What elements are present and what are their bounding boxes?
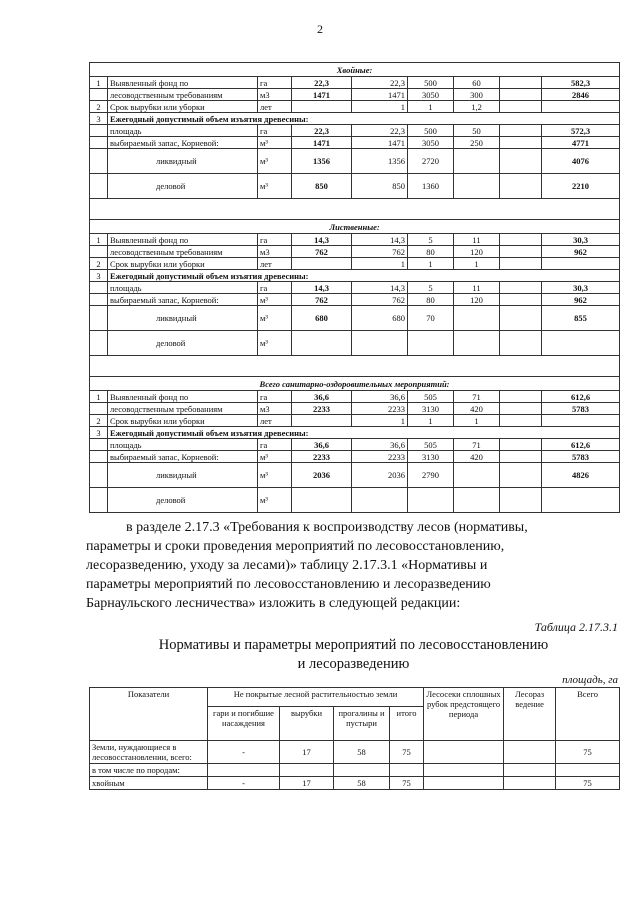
value-empty	[500, 137, 542, 149]
table-row	[90, 427, 620, 439]
value-col-b: 2036	[352, 463, 408, 488]
value-main	[292, 331, 352, 356]
value-col-d	[454, 306, 500, 331]
value-main: 2233	[292, 403, 352, 415]
row-label: выбираемый запас, Корневой:	[108, 137, 258, 149]
paragraph-line: в разделе 2.17.3 «Требования к воспроизводству лесов (нормативы,	[126, 520, 528, 535]
value-total: 4826	[542, 463, 620, 488]
value-total: 30,3	[542, 234, 620, 246]
row-label: хвойным	[90, 777, 208, 790]
table-row	[90, 403, 620, 415]
row-unit: м³	[258, 149, 292, 174]
value-col-d: 420	[454, 451, 500, 463]
row-unit: га	[258, 391, 292, 403]
row-number: 3	[90, 113, 108, 125]
cell-afforestation	[504, 764, 556, 777]
row-number	[90, 331, 108, 356]
cell-burns: -	[208, 777, 280, 790]
header-total-group: итого	[390, 707, 424, 741]
value-total	[542, 101, 620, 113]
paragraph-line: параметры и сроки проведения мероприятий по лесовосстановлению,	[86, 539, 505, 554]
value-main: 14,3	[292, 282, 352, 294]
cell-burns: -	[208, 741, 280, 764]
table-row	[90, 741, 620, 764]
paragraph-line: лесоразведению, уходу за лесами)» таблицу 2.17.3.1 «Нормативы и	[86, 558, 488, 573]
row-label: Срок вырубки или уборки	[108, 101, 258, 113]
value-col-d: 11	[454, 234, 500, 246]
value-col-b: 2233	[352, 451, 408, 463]
value-main	[292, 488, 352, 513]
value-main: 680	[292, 306, 352, 331]
value-main: 36,6	[292, 391, 352, 403]
value-col-c: 2720	[408, 149, 454, 174]
table-row	[90, 270, 620, 282]
row-unit: га	[258, 234, 292, 246]
value-col-d: 120	[454, 246, 500, 258]
table-title-line: Нормативы и параметры мероприятий по лесовосстановлению	[158, 637, 549, 653]
table-header-row	[90, 688, 620, 707]
table-title	[86, 636, 621, 674]
cell-burns	[208, 764, 280, 777]
cell-cuttings	[280, 764, 334, 777]
row-number	[90, 439, 108, 451]
value-col-d: 1,2	[454, 101, 500, 113]
row-label: выбираемый запас, Корневой:	[108, 451, 258, 463]
value-empty	[500, 488, 542, 513]
row-number	[90, 246, 108, 258]
value-col-c: 80	[408, 294, 454, 306]
row-number	[90, 463, 108, 488]
value-empty	[500, 174, 542, 199]
cell-clearcuts	[424, 777, 504, 790]
value-col-c: 3130	[408, 403, 454, 415]
cell-afforestation	[504, 741, 556, 764]
row-number	[90, 306, 108, 331]
row-label: Срок вырубки или уборки	[108, 415, 258, 427]
value-total: 582,3	[542, 77, 620, 89]
value-empty	[500, 149, 542, 174]
value-col-b: 1	[352, 415, 408, 427]
table-row	[90, 488, 620, 513]
value-col-c: 1	[408, 415, 454, 427]
value-main: 1471	[292, 89, 352, 101]
header-cuttings: вырубки	[280, 707, 334, 741]
value-col-c: 500	[408, 125, 454, 137]
value-col-d: 300	[454, 89, 500, 101]
row-unit: га	[258, 282, 292, 294]
row-number: 3	[90, 427, 108, 439]
table-row	[90, 764, 620, 777]
value-col-d: 420	[454, 403, 500, 415]
cell-total-group: 75	[390, 741, 424, 764]
value-total: 855	[542, 306, 620, 331]
value-main: 2233	[292, 451, 352, 463]
header-indicators: Показатели	[90, 688, 208, 741]
value-col-b	[352, 331, 408, 356]
value-col-c: 80	[408, 246, 454, 258]
value-col-d: 11	[454, 282, 500, 294]
value-empty	[500, 77, 542, 89]
value-col-b: 850	[352, 174, 408, 199]
section-header-row	[90, 220, 620, 234]
row-unit: га	[258, 439, 292, 451]
row-unit: м³	[258, 463, 292, 488]
value-col-b: 1	[352, 101, 408, 113]
row-unit: м3	[258, 403, 292, 415]
value-col-d: 50	[454, 125, 500, 137]
value-col-b: 22,3	[352, 125, 408, 137]
value-col-b: 36,6	[352, 439, 408, 451]
value-col-c: 505	[408, 391, 454, 403]
row-label: Ежегодный допустимый объем изъятия древесины:	[108, 113, 620, 125]
value-col-c: 505	[408, 439, 454, 451]
cell-clearcuts	[424, 741, 504, 764]
row-label: Выявленный фонд по	[108, 391, 258, 403]
header-burns: гари и погибшие насаждения	[208, 707, 280, 741]
row-label: деловой	[108, 174, 258, 199]
value-total	[542, 488, 620, 513]
value-total: 2210	[542, 174, 620, 199]
row-unit: га	[258, 125, 292, 137]
row-number: 2	[90, 101, 108, 113]
value-main: 22,3	[292, 125, 352, 137]
value-col-b: 762	[352, 246, 408, 258]
value-empty	[500, 101, 542, 113]
value-col-c: 5	[408, 282, 454, 294]
value-empty	[500, 258, 542, 270]
units-label: площадь, га	[562, 674, 618, 686]
value-total: 4771	[542, 137, 620, 149]
value-empty	[500, 415, 542, 427]
value-col-c	[408, 488, 454, 513]
value-total: 962	[542, 294, 620, 306]
row-label: ликвидный	[108, 306, 258, 331]
value-empty	[500, 451, 542, 463]
row-label: деловой	[108, 331, 258, 356]
value-main	[292, 101, 352, 113]
header-total: Всего	[556, 688, 620, 741]
value-col-b: 22,3	[352, 77, 408, 89]
row-unit: м³	[258, 174, 292, 199]
row-number	[90, 488, 108, 513]
row-label: лесоводственным требованиям	[108, 89, 258, 101]
cell-total: 75	[556, 741, 620, 764]
row-unit: м³	[258, 331, 292, 356]
value-main: 1356	[292, 149, 352, 174]
row-unit: лет	[258, 101, 292, 113]
cell-glades: 58	[334, 741, 390, 764]
row-unit: лет	[258, 258, 292, 270]
table-row	[90, 451, 620, 463]
value-empty	[500, 125, 542, 137]
value-total	[542, 415, 620, 427]
row-number: 2	[90, 415, 108, 427]
spacer-cell	[90, 199, 620, 220]
row-label: Ежегодный допустимый объем изъятия древесины:	[108, 270, 620, 282]
value-main: 762	[292, 294, 352, 306]
row-number	[90, 174, 108, 199]
row-number	[90, 282, 108, 294]
section-header-row	[90, 63, 620, 77]
row-unit: м3	[258, 246, 292, 258]
table-row	[90, 439, 620, 451]
row-number: 2	[90, 258, 108, 270]
row-number	[90, 125, 108, 137]
row-label: лесоводственным требованиям	[108, 246, 258, 258]
cell-cuttings: 17	[280, 741, 334, 764]
row-unit: м³	[258, 294, 292, 306]
row-number	[90, 137, 108, 149]
value-col-b: 14,3	[352, 282, 408, 294]
row-label: Срок вырубки или уборки	[108, 258, 258, 270]
value-col-c: 3050	[408, 89, 454, 101]
row-unit: м3	[258, 89, 292, 101]
value-col-c: 1	[408, 258, 454, 270]
value-total: 2846	[542, 89, 620, 101]
cell-total: 75	[556, 777, 620, 790]
value-col-c: 3130	[408, 451, 454, 463]
row-label: в том числе по породам:	[90, 764, 208, 777]
value-col-b: 1356	[352, 149, 408, 174]
table-row	[90, 77, 620, 89]
value-empty	[500, 234, 542, 246]
value-empty	[500, 331, 542, 356]
table-row	[90, 391, 620, 403]
table-row	[90, 149, 620, 174]
value-total: 30,3	[542, 282, 620, 294]
paragraph-line: параметры мероприятий по лесовосстановлению и лесоразведению	[86, 577, 491, 592]
value-empty	[500, 89, 542, 101]
cell-glades	[334, 764, 390, 777]
value-col-d	[454, 149, 500, 174]
table-row	[90, 777, 620, 790]
value-empty	[500, 306, 542, 331]
table-title-line: и лесоразведению	[297, 656, 410, 672]
value-col-d	[454, 331, 500, 356]
row-number	[90, 294, 108, 306]
section-title: Лиственные:	[90, 220, 620, 234]
row-number	[90, 149, 108, 174]
value-col-d: 120	[454, 294, 500, 306]
cell-clearcuts	[424, 764, 504, 777]
value-col-b: 14,3	[352, 234, 408, 246]
value-col-d	[454, 463, 500, 488]
reforestation-table	[89, 687, 620, 790]
cell-total-group: 75	[390, 777, 424, 790]
value-main	[292, 258, 352, 270]
value-col-d: 60	[454, 77, 500, 89]
table-row	[90, 137, 620, 149]
value-col-c	[408, 331, 454, 356]
value-col-d: 1	[454, 258, 500, 270]
cell-glades: 58	[334, 777, 390, 790]
sanitary-measures-table	[89, 62, 620, 513]
row-number: 3	[90, 270, 108, 282]
section-title: Хвойные:	[90, 63, 620, 77]
value-col-c: 1	[408, 101, 454, 113]
spacer-cell	[90, 356, 620, 377]
value-empty	[500, 246, 542, 258]
value-main: 850	[292, 174, 352, 199]
table-row	[90, 463, 620, 488]
table-row	[90, 125, 620, 137]
value-empty	[500, 294, 542, 306]
value-total: 5783	[542, 451, 620, 463]
value-total: 5783	[542, 403, 620, 415]
value-col-b: 1	[352, 258, 408, 270]
row-label: Земли, нуждающиеся в лесовосстановлении, всего:	[90, 741, 208, 764]
value-col-d: 71	[454, 439, 500, 451]
row-unit: м³	[258, 488, 292, 513]
header-afforestation: Лесораз ведение	[504, 688, 556, 741]
cell-total	[556, 764, 620, 777]
section-header-row	[90, 377, 620, 391]
value-total: 612,6	[542, 391, 620, 403]
value-col-b: 2233	[352, 403, 408, 415]
table-row	[90, 415, 620, 427]
page-number: 2	[317, 22, 323, 36]
row-label: выбираемый запас, Корневой:	[108, 294, 258, 306]
row-label: Выявленный фонд по	[108, 234, 258, 246]
value-col-c: 5	[408, 234, 454, 246]
row-label: ликвидный	[108, 149, 258, 174]
value-main: 1471	[292, 137, 352, 149]
value-total: 612,6	[542, 439, 620, 451]
row-label: деловой	[108, 488, 258, 513]
row-unit: лет	[258, 415, 292, 427]
table-row	[90, 258, 620, 270]
table-row	[90, 282, 620, 294]
value-empty	[500, 391, 542, 403]
value-col-b: 762	[352, 294, 408, 306]
value-empty	[500, 403, 542, 415]
value-total: 572,3	[542, 125, 620, 137]
value-empty	[500, 282, 542, 294]
table-row	[90, 306, 620, 331]
value-col-c: 2790	[408, 463, 454, 488]
row-number: 1	[90, 391, 108, 403]
value-total: 962	[542, 246, 620, 258]
value-col-c: 70	[408, 306, 454, 331]
table-row	[90, 234, 620, 246]
header-glades: прогалины и пустыри	[334, 707, 390, 741]
value-main	[292, 415, 352, 427]
row-unit: м³	[258, 451, 292, 463]
table-row	[90, 331, 620, 356]
section-spacer	[90, 199, 620, 220]
table-row	[90, 113, 620, 125]
table-row	[90, 89, 620, 101]
value-col-b	[352, 488, 408, 513]
header-clearcuts: Лесосеки сплошных рубок предстоящего периода	[424, 688, 504, 741]
table-row	[90, 246, 620, 258]
row-label: Выявленный фонд по	[108, 77, 258, 89]
row-number: 1	[90, 234, 108, 246]
value-main: 2036	[292, 463, 352, 488]
row-label: лесоводственным требованиям	[108, 403, 258, 415]
value-col-d: 250	[454, 137, 500, 149]
value-col-c: 1360	[408, 174, 454, 199]
value-main: 14,3	[292, 234, 352, 246]
cell-total-group	[390, 764, 424, 777]
table-caption: Таблица 2.17.3.1	[534, 620, 618, 634]
value-main: 762	[292, 246, 352, 258]
value-col-c: 3050	[408, 137, 454, 149]
value-col-d: 71	[454, 391, 500, 403]
row-number	[90, 403, 108, 415]
cell-cuttings: 17	[280, 777, 334, 790]
amendment-paragraph	[86, 518, 621, 613]
value-empty	[500, 463, 542, 488]
row-unit: га	[258, 77, 292, 89]
row-number: 1	[90, 77, 108, 89]
row-label: площадь	[108, 125, 258, 137]
value-col-b: 680	[352, 306, 408, 331]
header-group: Не покрытые лесной растительностью земли	[208, 688, 424, 707]
value-col-d: 1	[454, 415, 500, 427]
table-row	[90, 174, 620, 199]
row-number	[90, 89, 108, 101]
value-col-d	[454, 174, 500, 199]
row-label: площадь	[108, 282, 258, 294]
row-label: площадь	[108, 439, 258, 451]
section-title: Всего санитарно-оздоровительных мероприятий:	[90, 377, 620, 391]
cell-afforestation	[504, 777, 556, 790]
value-empty	[500, 439, 542, 451]
row-unit: м³	[258, 137, 292, 149]
value-col-b: 1471	[352, 89, 408, 101]
row-label: ликвидный	[108, 463, 258, 488]
section-spacer	[90, 356, 620, 377]
value-col-c: 500	[408, 77, 454, 89]
value-total	[542, 331, 620, 356]
value-main: 22,3	[292, 77, 352, 89]
value-main: 36,6	[292, 439, 352, 451]
row-label: Ежегодный допустимый объем изъятия древесины:	[108, 427, 620, 439]
table-row	[90, 101, 620, 113]
value-total: 4076	[542, 149, 620, 174]
row-number	[90, 451, 108, 463]
value-col-d	[454, 488, 500, 513]
row-unit: м³	[258, 306, 292, 331]
value-col-b: 36,6	[352, 391, 408, 403]
table-row	[90, 294, 620, 306]
paragraph-line: Барнаульского лесничества» изложить в следующей редакции:	[86, 596, 461, 611]
value-col-b: 1471	[352, 137, 408, 149]
value-total	[542, 258, 620, 270]
